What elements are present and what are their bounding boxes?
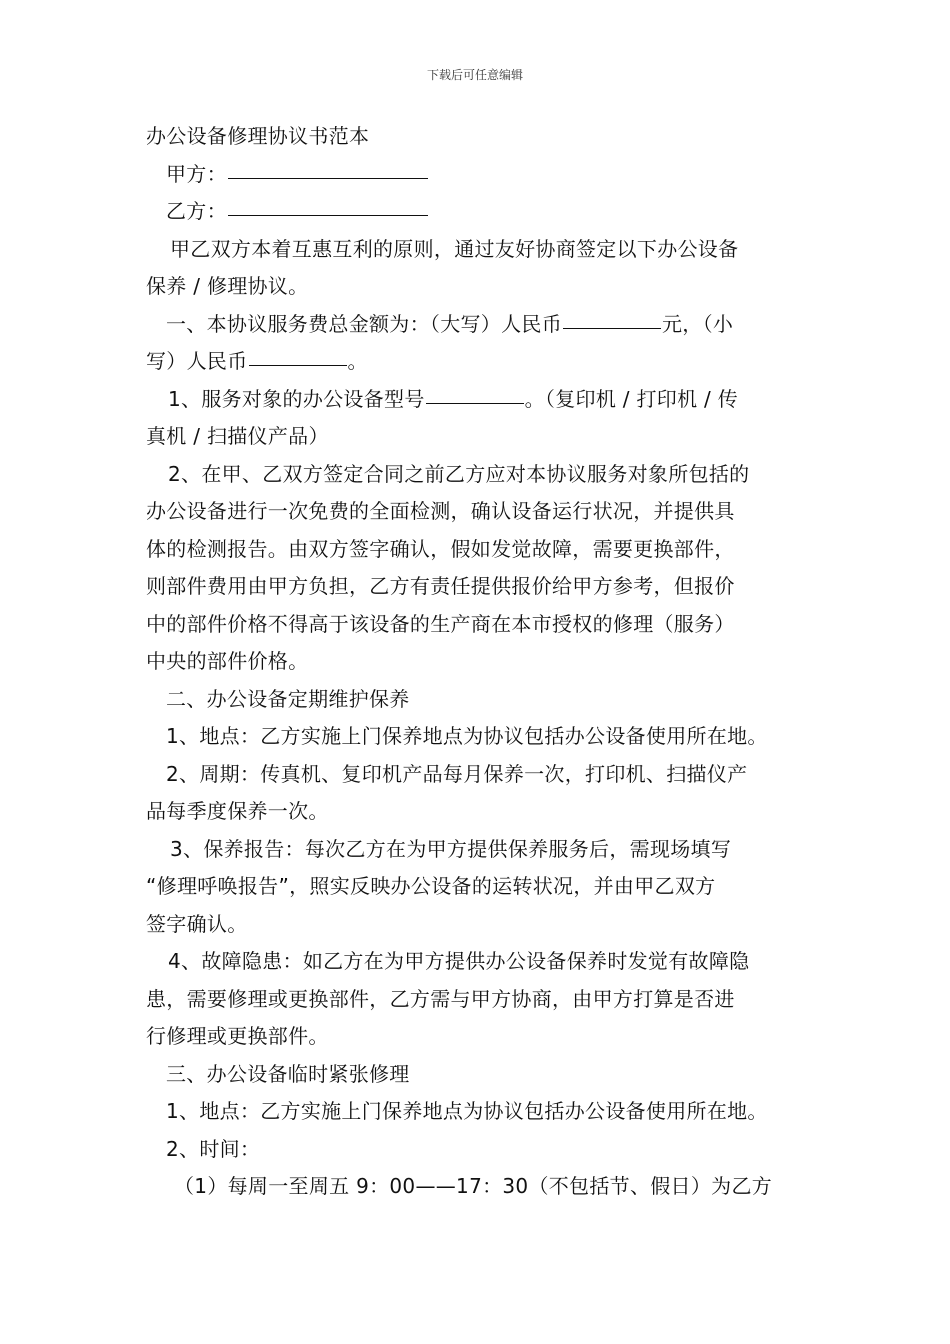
section1-amount-line — [146, 306, 826, 344]
section2-item4-line-3: 行修理或更换部件。 — [146, 1024, 329, 1048]
section1-item1-line — [146, 381, 826, 419]
section3-item1: 1、地点：乙方实施上门保养地点为协议包括办公设备使用所在地。 — [166, 1099, 768, 1123]
section3-item2-sub1: （1）每周一至周五 9：00——17：30（不包括节、假日）为乙方 — [174, 1174, 773, 1198]
amount-lowercase-label: 写）人民币 — [146, 349, 248, 373]
section1-item2-line-3: 体的检测报告。由双方签字确认，假如发觉故障，需要更换部件， — [146, 536, 735, 561]
section1-item2-line-1: 2、在甲、乙双方签定合同之前乙方应对本协议服务对象所包括的 — [168, 461, 750, 486]
party-a-line — [146, 156, 826, 194]
party-a-blank — [228, 154, 428, 179]
party-b-line — [146, 193, 826, 231]
device-model-blank — [426, 379, 524, 404]
amount-lowercase-end: 。 — [347, 349, 368, 373]
device-types-text: 。（复印机 / 打印机 / 传 — [524, 386, 739, 411]
amount-uppercase-blank — [563, 304, 661, 329]
section2-item1: 1、地点：乙方实施上门保养地点为协议包括办公设备使用所在地。 — [166, 724, 768, 748]
section3-title: 三、办公设备临时紧张修理 — [166, 1061, 410, 1086]
section1-item1-line-2: 真机 / 扫描仪产品） — [146, 424, 329, 448]
document-body — [146, 118, 826, 1206]
section2-item2-line-2: 品每季度保养一次。 — [146, 799, 329, 823]
document-title: 办公设备修理协议书范本 — [146, 124, 370, 148]
section1-item2-line-2: 办公设备进行一次免费的全面检测，确认设备运行状况，并提供具 — [146, 499, 735, 523]
section2-item3-line-1: 3、保养报告：每次乙方在为甲方提供保养服务后，需现场填写 — [170, 836, 732, 861]
intro-line-2: 保养 / 修理协议。 — [146, 274, 309, 298]
party-a-label: 甲方： — [166, 161, 227, 186]
section3-item2: 2、时间： — [166, 1136, 261, 1161]
section1-item2-line-6: 中央的部件价格。 — [146, 649, 309, 673]
amount-uppercase-label: 一、本协议服务费总金额为：（大写）人民币 — [166, 311, 562, 336]
section1-item2-line-5: 中的部件价格不得高于该设备的生产商在本市授权的修理（服务） — [146, 611, 735, 636]
device-model-label: 1、服务对象的办公设备型号 — [168, 386, 425, 411]
section1-item2-line-4: 则部件费用由甲方负担，乙方有责任提供报价给甲方参考，但报价 — [146, 574, 735, 598]
section1-amount-line-2 — [146, 343, 826, 381]
section2-item3-line-2: “修理呼唤报告”，照实反映办公设备的运转状况，并由甲乙双方 — [146, 874, 716, 898]
section2-item4-line-2: 患，需要修理或更换部件，乙方需与甲方协商，由甲方打算是否进 — [146, 986, 735, 1011]
section2-item2-line-1: 2、周期：传真机、复印机产品每月保养一次，打印机、扫描仪产 — [166, 761, 748, 786]
page-header-note: 下载后可任意编辑 — [426, 68, 523, 82]
section2-item4-line-1: 4、故障隐患：如乙方在为甲方提供办公设备保养时发觉有故障隐 — [168, 949, 750, 973]
party-b-label: 乙方： — [166, 199, 227, 223]
party-b-blank — [228, 191, 428, 216]
amount-unit-label: 元，（小 — [662, 311, 734, 336]
intro-line-1: 甲乙双方本着互惠互利的原则，通过友好协商签定以下办公设备 — [170, 236, 739, 261]
amount-lowercase-blank — [249, 341, 347, 366]
section2-title: 二、办公设备定期维护保养 — [166, 686, 410, 711]
section2-item3-line-3: 签字确认。 — [146, 911, 248, 936]
